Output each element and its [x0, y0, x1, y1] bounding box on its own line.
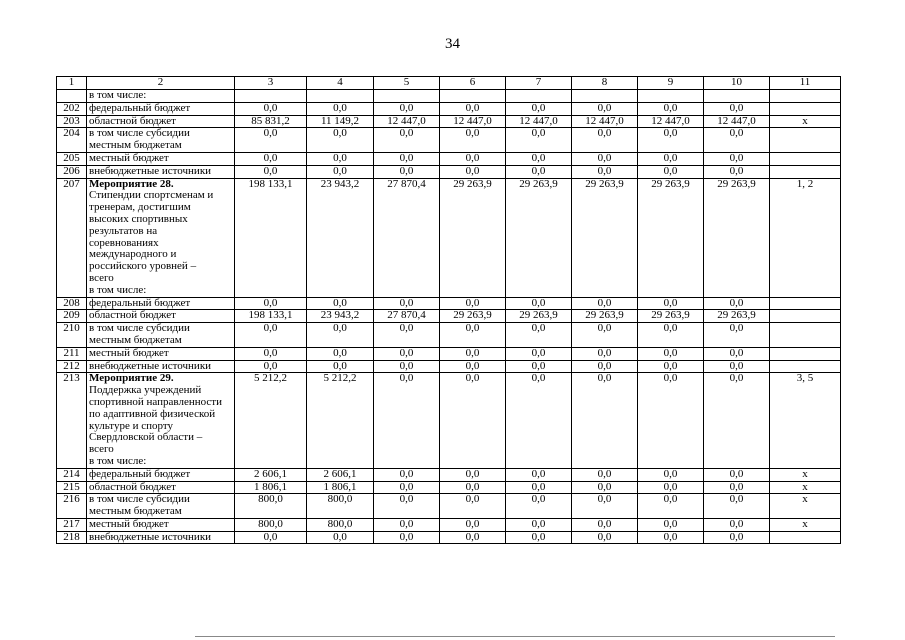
- value-cell: 29 263,9: [704, 310, 770, 323]
- row-description: [87, 481, 235, 494]
- value-cell: 0,0: [307, 360, 374, 373]
- value-cell: 23 943,2: [307, 178, 374, 297]
- value-cell: 12 447,0: [506, 115, 572, 128]
- description-line: местный бюджет: [89, 152, 169, 164]
- value-cell: 800,0: [235, 518, 307, 531]
- value-cell: 0,0: [704, 360, 770, 373]
- table-row: [57, 310, 841, 323]
- value-cell: [704, 90, 770, 103]
- value-cell: 0,0: [506, 297, 572, 310]
- value-cell: 0,0: [572, 468, 638, 481]
- value-cell: 0,0: [506, 494, 572, 519]
- value-cell: 0,0: [572, 297, 638, 310]
- value-cell: 0,0: [572, 347, 638, 360]
- value-cell: 0,0: [235, 152, 307, 165]
- value-cell: 0,0: [235, 165, 307, 178]
- table-row: [57, 373, 841, 468]
- value-cell: 198 133,1: [235, 178, 307, 297]
- value-cell: 0,0: [572, 531, 638, 544]
- value-cell: 0,0: [506, 128, 572, 153]
- description-line: Свердловской области –: [89, 431, 203, 444]
- description-line: федеральный бюджет: [89, 102, 191, 114]
- value-cell: 0,0: [235, 347, 307, 360]
- value-cell: 0,0: [307, 152, 374, 165]
- value-cell: 0,0: [235, 531, 307, 544]
- row-number: 203: [57, 115, 87, 128]
- description-line: Поддержка учреждений: [89, 384, 202, 397]
- value-cell: 0,0: [440, 518, 506, 531]
- description-line: областной бюджет: [89, 481, 176, 493]
- value-cell: 29 263,9: [572, 310, 638, 323]
- value-cell: 5 212,2: [307, 373, 374, 468]
- value-cell: 0,0: [638, 102, 704, 115]
- table-row: [57, 115, 841, 128]
- value-cell: 0,0: [704, 165, 770, 178]
- target-indicator-cell: [770, 90, 841, 103]
- value-cell: 0,0: [374, 494, 440, 519]
- value-cell: 0,0: [440, 102, 506, 115]
- column-header: 3: [235, 77, 307, 90]
- value-cell: 0,0: [440, 323, 506, 348]
- value-cell: 85 831,2: [235, 115, 307, 128]
- value-cell: 0,0: [572, 360, 638, 373]
- value-cell: 29 263,9: [638, 178, 704, 297]
- row-description: [87, 310, 235, 323]
- value-cell: 0,0: [440, 297, 506, 310]
- row-description: [87, 531, 235, 544]
- description-line: культуре и спорту: [89, 419, 174, 432]
- value-cell: [440, 90, 506, 103]
- value-cell: 0,0: [638, 494, 704, 519]
- target-indicator-cell: [770, 323, 841, 348]
- description-line: в том числе субсидии: [89, 127, 190, 140]
- value-cell: 0,0: [572, 481, 638, 494]
- description-line: по адаптивной физической: [89, 407, 216, 420]
- description-line: внебюджетные источники: [89, 531, 212, 543]
- value-cell: [307, 90, 374, 103]
- value-cell: 0,0: [638, 165, 704, 178]
- description-line: всего: [89, 443, 114, 456]
- value-cell: 0,0: [506, 481, 572, 494]
- target-indicator-cell: x: [770, 481, 841, 494]
- row-description: [87, 373, 235, 468]
- value-cell: 0,0: [307, 531, 374, 544]
- column-header: 11: [770, 77, 841, 90]
- value-cell: 0,0: [307, 102, 374, 115]
- value-cell: 0,0: [440, 531, 506, 544]
- row-description: [87, 90, 235, 103]
- value-cell: 5 212,2: [235, 373, 307, 468]
- value-cell: 0,0: [704, 323, 770, 348]
- value-cell: 0,0: [235, 360, 307, 373]
- description-line: международного и: [89, 248, 177, 261]
- row-number: 209: [57, 310, 87, 323]
- value-cell: 0,0: [572, 494, 638, 519]
- value-cell: 1 806,1: [235, 481, 307, 494]
- value-cell: [235, 90, 307, 103]
- value-cell: 0,0: [704, 347, 770, 360]
- target-indicator-cell: [770, 128, 841, 153]
- value-cell: 0,0: [440, 468, 506, 481]
- value-cell: 0,0: [704, 373, 770, 468]
- description-line: результатов на: [89, 224, 158, 237]
- description-line: спортивной направленности: [89, 395, 222, 408]
- column-header: 8: [572, 77, 638, 90]
- column-header: 5: [374, 77, 440, 90]
- value-cell: 27 870,4: [374, 310, 440, 323]
- row-number: 202: [57, 102, 87, 115]
- row-description: [87, 178, 235, 297]
- description-line: федеральный бюджет: [89, 297, 191, 309]
- value-cell: 0,0: [506, 347, 572, 360]
- value-cell: 198 133,1: [235, 310, 307, 323]
- description-line: в том числе:: [89, 89, 147, 101]
- value-cell: 1 806,1: [307, 481, 374, 494]
- description-line: внебюджетные источники: [89, 165, 212, 177]
- table-row: [57, 102, 841, 115]
- table-row: [57, 518, 841, 531]
- value-cell: 800,0: [235, 494, 307, 519]
- value-cell: 2 606,1: [307, 468, 374, 481]
- target-indicator-cell: [770, 347, 841, 360]
- value-cell: 29 263,9: [506, 178, 572, 297]
- row-description: [87, 347, 235, 360]
- table-row: [57, 531, 841, 544]
- value-cell: 0,0: [374, 297, 440, 310]
- value-cell: [638, 90, 704, 103]
- value-cell: 0,0: [235, 323, 307, 348]
- value-cell: 0,0: [506, 531, 572, 544]
- target-indicator-cell: x: [770, 494, 841, 519]
- description-line: местный бюджет: [89, 518, 169, 530]
- value-cell: 29 263,9: [440, 178, 506, 297]
- row-number: 218: [57, 531, 87, 544]
- value-cell: 29 263,9: [572, 178, 638, 297]
- row-number: 207: [57, 178, 87, 297]
- row-number: 216: [57, 494, 87, 519]
- target-indicator-cell: x: [770, 115, 841, 128]
- value-cell: [374, 90, 440, 103]
- value-cell: 12 447,0: [638, 115, 704, 128]
- description-line: тренерам, достигшим: [89, 201, 191, 214]
- column-header: 2: [87, 77, 235, 90]
- value-cell: 0,0: [704, 152, 770, 165]
- column-header: 7: [506, 77, 572, 90]
- value-cell: 0,0: [235, 297, 307, 310]
- row-number: 206: [57, 165, 87, 178]
- target-indicator-cell: x: [770, 518, 841, 531]
- value-cell: 0,0: [307, 128, 374, 153]
- value-cell: 0,0: [638, 518, 704, 531]
- value-cell: 0,0: [235, 102, 307, 115]
- value-cell: 0,0: [374, 102, 440, 115]
- value-cell: 800,0: [307, 494, 374, 519]
- value-cell: 0,0: [506, 360, 572, 373]
- value-cell: 11 149,2: [307, 115, 374, 128]
- value-cell: 0,0: [506, 165, 572, 178]
- value-cell: 0,0: [638, 297, 704, 310]
- budget-table: [56, 76, 841, 544]
- value-cell: 12 447,0: [572, 115, 638, 128]
- measure-title: Мероприятие 29.: [89, 372, 174, 385]
- value-cell: 0,0: [638, 481, 704, 494]
- target-indicator-cell: [770, 531, 841, 544]
- measure-title: Мероприятие 28.: [89, 178, 174, 190]
- value-cell: 0,0: [638, 347, 704, 360]
- value-cell: 0,0: [235, 128, 307, 153]
- row-description: [87, 128, 235, 153]
- value-cell: 0,0: [374, 360, 440, 373]
- row-number: 211: [57, 347, 87, 360]
- row-description: [87, 297, 235, 310]
- table-row: [57, 178, 841, 297]
- value-cell: 0,0: [374, 128, 440, 153]
- value-cell: 0,0: [506, 323, 572, 348]
- row-description: [87, 518, 235, 531]
- description-line: областной бюджет: [89, 309, 176, 322]
- description-line: местный бюджет: [89, 347, 169, 359]
- target-indicator-cell: [770, 297, 841, 310]
- value-cell: 0,0: [638, 152, 704, 165]
- description-line: высоких спортивных: [89, 212, 188, 225]
- table-row: [57, 297, 841, 310]
- value-cell: 800,0: [307, 518, 374, 531]
- table-row: [57, 347, 841, 360]
- value-cell: 0,0: [572, 128, 638, 153]
- row-description: [87, 115, 235, 128]
- value-cell: 0,0: [440, 360, 506, 373]
- value-cell: 0,0: [704, 481, 770, 494]
- value-cell: 0,0: [704, 128, 770, 153]
- value-cell: 0,0: [506, 102, 572, 115]
- value-cell: 0,0: [374, 152, 440, 165]
- target-indicator-cell: x: [770, 468, 841, 481]
- value-cell: 0,0: [704, 297, 770, 310]
- value-cell: 0,0: [638, 128, 704, 153]
- row-number: 215: [57, 481, 87, 494]
- value-cell: 0,0: [440, 165, 506, 178]
- description-line: в том числе:: [89, 454, 147, 467]
- value-cell: 0,0: [638, 360, 704, 373]
- value-cell: 0,0: [506, 152, 572, 165]
- row-number: 208: [57, 297, 87, 310]
- target-indicator-cell: [770, 152, 841, 165]
- value-cell: 0,0: [506, 518, 572, 531]
- table-row: [57, 323, 841, 348]
- target-indicator-cell: [770, 360, 841, 373]
- description-line: областной бюджет: [89, 115, 176, 127]
- value-cell: 23 943,2: [307, 310, 374, 323]
- value-cell: 0,0: [374, 468, 440, 481]
- row-description: [87, 102, 235, 115]
- target-indicator-cell: [770, 165, 841, 178]
- description-line: всего: [89, 271, 114, 284]
- description-line: в том числе:: [89, 283, 147, 296]
- row-description: [87, 165, 235, 178]
- value-cell: 12 447,0: [704, 115, 770, 128]
- row-description: [87, 494, 235, 519]
- value-cell: 0,0: [506, 373, 572, 468]
- value-cell: 0,0: [704, 518, 770, 531]
- page-edge-line: [195, 636, 835, 637]
- value-cell: 0,0: [307, 347, 374, 360]
- value-cell: 0,0: [440, 373, 506, 468]
- value-cell: 0,0: [704, 102, 770, 115]
- value-cell: 0,0: [572, 323, 638, 348]
- table-row: [57, 494, 841, 519]
- description-line: российского уровней –: [89, 260, 197, 273]
- value-cell: 0,0: [506, 468, 572, 481]
- value-cell: 0,0: [572, 102, 638, 115]
- row-number: 214: [57, 468, 87, 481]
- value-cell: 0,0: [440, 481, 506, 494]
- value-cell: 29 263,9: [506, 310, 572, 323]
- value-cell: 27 870,4: [374, 178, 440, 297]
- row-number: 204: [57, 128, 87, 153]
- table-row: [57, 360, 841, 373]
- description-line: местным бюджетам: [89, 505, 182, 518]
- value-cell: 0,0: [704, 468, 770, 481]
- value-cell: 29 263,9: [638, 310, 704, 323]
- value-cell: 0,0: [704, 494, 770, 519]
- description-line: внебюджетные источники: [89, 360, 212, 372]
- value-cell: 0,0: [638, 531, 704, 544]
- row-description: [87, 360, 235, 373]
- description-line: Стипендии спортсменам и: [89, 189, 214, 202]
- table-row: [57, 128, 841, 153]
- column-header: 4: [307, 77, 374, 90]
- value-cell: 0,0: [572, 373, 638, 468]
- value-cell: 0,0: [307, 297, 374, 310]
- value-cell: 0,0: [374, 531, 440, 544]
- description-line: в том числе субсидии: [89, 493, 190, 506]
- column-header: 9: [638, 77, 704, 90]
- column-header: 6: [440, 77, 506, 90]
- column-header: 1: [57, 77, 87, 90]
- row-number: 212: [57, 360, 87, 373]
- value-cell: 0,0: [638, 468, 704, 481]
- row-description: [87, 152, 235, 165]
- table-row: [57, 165, 841, 178]
- description-line: соревнованиях: [89, 236, 159, 249]
- value-cell: 0,0: [307, 323, 374, 348]
- value-cell: 0,0: [440, 347, 506, 360]
- value-cell: 0,0: [638, 323, 704, 348]
- value-cell: 29 263,9: [704, 178, 770, 297]
- value-cell: 0,0: [374, 323, 440, 348]
- page-number: 34: [445, 36, 460, 52]
- row-number: 217: [57, 518, 87, 531]
- table-row: [57, 152, 841, 165]
- table-header-row: [57, 77, 841, 90]
- target-indicator-cell: [770, 310, 841, 323]
- value-cell: 0,0: [440, 494, 506, 519]
- target-indicator-cell: [770, 102, 841, 115]
- value-cell: [506, 90, 572, 103]
- column-header: 10: [704, 77, 770, 90]
- value-cell: 12 447,0: [374, 115, 440, 128]
- row-number: [57, 90, 87, 103]
- row-description: [87, 323, 235, 348]
- value-cell: 0,0: [374, 347, 440, 360]
- table-row: [57, 468, 841, 481]
- value-cell: 0,0: [374, 165, 440, 178]
- description-line: местным бюджетам: [89, 139, 182, 152]
- table-row: [57, 90, 841, 103]
- value-cell: [572, 90, 638, 103]
- value-cell: 0,0: [704, 531, 770, 544]
- target-indicator-cell: 1, 2: [770, 178, 841, 297]
- row-number: 210: [57, 323, 87, 348]
- row-description: [87, 468, 235, 481]
- value-cell: 0,0: [440, 152, 506, 165]
- value-cell: 0,0: [572, 165, 638, 178]
- row-number: 213: [57, 373, 87, 468]
- value-cell: 0,0: [374, 481, 440, 494]
- value-cell: 0,0: [572, 152, 638, 165]
- description-line: в том числе субсидии: [89, 322, 190, 335]
- value-cell: 0,0: [638, 373, 704, 468]
- value-cell: 0,0: [572, 518, 638, 531]
- row-number: 205: [57, 152, 87, 165]
- description-line: местным бюджетам: [89, 333, 182, 346]
- value-cell: 0,0: [374, 373, 440, 468]
- table-row: [57, 481, 841, 494]
- description-line: федеральный бюджет: [89, 468, 191, 480]
- value-cell: 12 447,0: [440, 115, 506, 128]
- target-indicator-cell: 3, 5: [770, 373, 841, 468]
- value-cell: 29 263,9: [440, 310, 506, 323]
- value-cell: 0,0: [374, 518, 440, 531]
- value-cell: 0,0: [307, 165, 374, 178]
- value-cell: 2 606,1: [235, 468, 307, 481]
- value-cell: 0,0: [440, 128, 506, 153]
